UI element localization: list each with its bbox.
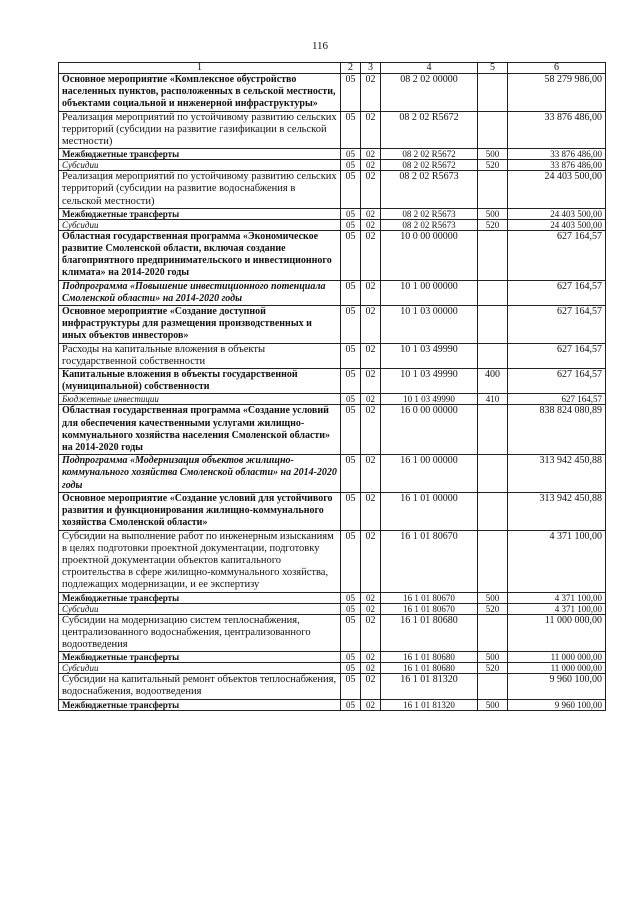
table-row <box>59 149 606 160</box>
row-name-cell: Капитальные вложения в объекты государственной (муниципальной) собственности <box>59 369 341 394</box>
section-code-cell: 05 <box>341 652 361 663</box>
subsection-code-cell: 02 <box>361 343 381 368</box>
section-code-cell: 05 <box>341 592 361 603</box>
subsection-code-cell: 02 <box>361 394 381 405</box>
row-name-cell: Межбюджетные трансферты <box>59 592 341 603</box>
table-row <box>59 111 606 149</box>
amount-cell: 4 371 100,00 <box>508 530 606 592</box>
expense-type-cell <box>478 530 508 592</box>
target-article-cell: 08 2 02 R5672 <box>381 149 478 160</box>
subsection-code-cell: 02 <box>361 230 381 280</box>
table-row <box>59 663 606 674</box>
expense-type-cell: 520 <box>478 663 508 674</box>
expense-type-cell <box>478 111 508 149</box>
amount-cell: 627 164,57 <box>508 394 606 405</box>
amount-cell: 11 000 000,00 <box>508 614 606 652</box>
section-code-cell: 05 <box>341 171 361 209</box>
page-number: 116 <box>311 40 329 52</box>
row-name-cell: Областная государственная программа «Создание условий для обеспечения качественными услугами жилищно-коммунального хозяйства населения Смоленской области» на 2014-2020 годы <box>59 405 341 455</box>
table-row <box>59 230 606 280</box>
table-row <box>59 343 606 368</box>
table-row <box>59 674 606 699</box>
table-row <box>59 208 606 219</box>
section-code-cell: 05 <box>341 369 361 394</box>
table-row <box>59 369 606 394</box>
row-name-cell: Межбюджетные трансферты <box>59 652 341 663</box>
row-name-cell: Основное мероприятие «Комплексное обустройство населенных пунктов, расположенных в сельской местности, объектами социальной и инженерной инфраструктуры» <box>59 74 341 112</box>
section-code-cell: 05 <box>341 208 361 219</box>
column-header: 3 <box>361 63 381 74</box>
row-name-cell: Межбюджетные трансферты <box>59 699 341 710</box>
section-code-cell: 05 <box>341 280 361 305</box>
amount-cell: 58 279 986,00 <box>508 74 606 112</box>
expense-type-cell: 400 <box>478 369 508 394</box>
section-code-cell: 05 <box>341 111 361 149</box>
section-code-cell: 05 <box>341 160 361 171</box>
row-name-cell: Основное мероприятие «Создание условий для устойчивого развития и функционирования жилищно-коммунального хозяйства Смоленской области» <box>59 492 341 530</box>
expense-type-cell: 410 <box>478 394 508 405</box>
amount-cell: 627 164,57 <box>508 369 606 394</box>
expense-type-cell: 520 <box>478 219 508 230</box>
column-header: 2 <box>341 63 361 74</box>
subsection-code-cell: 02 <box>361 306 381 344</box>
amount-cell: 4 371 100,00 <box>508 592 606 603</box>
budget-table <box>58 62 606 711</box>
target-article-cell: 16 1 01 80670 <box>381 530 478 592</box>
amount-cell: 627 164,57 <box>508 230 606 280</box>
expense-type-cell <box>478 306 508 344</box>
amount-cell: 9 960 100,00 <box>508 699 606 710</box>
subsection-code-cell: 02 <box>361 171 381 209</box>
table-row <box>59 405 606 455</box>
target-article-cell: 16 1 01 80670 <box>381 592 478 603</box>
subsection-code-cell: 02 <box>361 149 381 160</box>
section-code-cell: 05 <box>341 306 361 344</box>
target-article-cell: 10 1 03 00000 <box>381 306 478 344</box>
expense-type-cell: 500 <box>478 592 508 603</box>
expense-type-cell: 520 <box>478 160 508 171</box>
table-row <box>59 492 606 530</box>
amount-cell: 627 164,57 <box>508 306 606 344</box>
expense-type-cell: 500 <box>478 149 508 160</box>
table-row <box>59 160 606 171</box>
amount-cell: 33 876 486,00 <box>508 160 606 171</box>
amount-cell: 11 000 000,00 <box>508 652 606 663</box>
amount-cell: 627 164,57 <box>508 343 606 368</box>
table-row <box>59 603 606 614</box>
table-row <box>59 614 606 652</box>
amount-cell: 24 403 500,00 <box>508 208 606 219</box>
target-article-cell: 16 0 00 00000 <box>381 405 478 455</box>
expense-type-cell <box>478 614 508 652</box>
target-article-cell: 16 1 00 00000 <box>381 455 478 493</box>
subsection-code-cell: 02 <box>361 592 381 603</box>
section-code-cell: 05 <box>341 149 361 160</box>
subsection-code-cell: 02 <box>361 208 381 219</box>
expense-type-cell <box>478 343 508 368</box>
target-article-cell: 16 1 01 80680 <box>381 614 478 652</box>
target-article-cell: 08 2 02 R5672 <box>381 160 478 171</box>
expense-type-cell <box>478 492 508 530</box>
row-name-cell: Субсидии на капитальный ремонт объектов теплоснабжения, водоснабжения, водоотведения <box>59 674 341 699</box>
row-name-cell: Подпрограмма «Модернизация объектов жилищно-коммунального хозяйства Смоленской области» на 2014-2020 годы <box>59 455 341 493</box>
target-article-cell: 16 1 01 00000 <box>381 492 478 530</box>
expense-type-cell <box>478 405 508 455</box>
amount-cell: 4 371 100,00 <box>508 603 606 614</box>
subsection-code-cell: 02 <box>361 111 381 149</box>
table-row <box>59 699 606 710</box>
table-row <box>59 455 606 493</box>
expense-type-cell: 520 <box>478 603 508 614</box>
table-row <box>59 74 606 112</box>
row-name-cell: Субсидии на выполнение работ по инженерным изысканиям в целях подготовки проектной документации, подготовку проектной документации объектов капитального строительства в сфере жилищно-коммунального хозяйства, подлежащих модернизации, и ее экспертизу <box>59 530 341 592</box>
column-header: 6 <box>508 63 606 74</box>
section-code-cell: 05 <box>341 230 361 280</box>
section-code-cell: 05 <box>341 663 361 674</box>
target-article-cell: 08 2 02 00000 <box>381 74 478 112</box>
target-article-cell: 08 2 02 R5673 <box>381 171 478 209</box>
subsection-code-cell: 02 <box>361 603 381 614</box>
table-row <box>59 280 606 305</box>
expense-type-cell <box>478 455 508 493</box>
target-article-cell: 10 1 03 49990 <box>381 369 478 394</box>
section-code-cell: 05 <box>341 614 361 652</box>
subsection-code-cell: 02 <box>361 455 381 493</box>
expense-type-cell <box>478 171 508 209</box>
subsection-code-cell: 02 <box>361 280 381 305</box>
target-article-cell: 10 0 00 00000 <box>381 230 478 280</box>
table-row <box>59 306 606 344</box>
table-row <box>59 592 606 603</box>
section-code-cell: 05 <box>341 405 361 455</box>
target-article-cell: 10 1 00 00000 <box>381 280 478 305</box>
expense-type-cell <box>478 230 508 280</box>
subsection-code-cell: 02 <box>361 530 381 592</box>
expense-type-cell: 500 <box>478 652 508 663</box>
amount-cell: 24 403 500,00 <box>508 171 606 209</box>
row-name-cell: Расходы на капитальные вложения в объекты государственной собственности <box>59 343 341 368</box>
subsection-code-cell: 02 <box>361 699 381 710</box>
row-name-cell: Межбюджетные трансферты <box>59 149 341 160</box>
amount-cell: 313 942 450,88 <box>508 492 606 530</box>
amount-cell: 11 000 000,00 <box>508 663 606 674</box>
column-header: 5 <box>478 63 508 74</box>
section-code-cell: 05 <box>341 455 361 493</box>
section-code-cell: 05 <box>341 219 361 230</box>
row-name-cell: Межбюджетные трансферты <box>59 208 341 219</box>
row-name-cell: Подпрограмма «Повышение инвестиционного потенциала Смоленской области» на 2014-2020 годы <box>59 280 341 305</box>
row-name-cell: Основное мероприятие «Создание доступной инфраструктуры для размещения производственных и иных объектов инвесторов» <box>59 306 341 344</box>
expense-type-cell: 500 <box>478 208 508 219</box>
row-name-cell: Субсидии <box>59 663 341 674</box>
amount-cell: 33 876 486,00 <box>508 111 606 149</box>
target-article-cell: 16 1 01 81320 <box>381 699 478 710</box>
header-row <box>59 63 606 74</box>
subsection-code-cell: 02 <box>361 652 381 663</box>
subsection-code-cell: 02 <box>361 674 381 699</box>
row-name-cell: Бюджетные инвестиции <box>59 394 341 405</box>
row-name-cell: Субсидии <box>59 603 341 614</box>
amount-cell: 838 824 080,89 <box>508 405 606 455</box>
amount-cell: 33 876 486,00 <box>508 149 606 160</box>
subsection-code-cell: 02 <box>361 492 381 530</box>
expense-type-cell <box>478 674 508 699</box>
target-article-cell: 10 1 03 49990 <box>381 343 478 368</box>
section-code-cell: 05 <box>341 699 361 710</box>
section-code-cell: 05 <box>341 394 361 405</box>
target-article-cell: 16 1 01 80670 <box>381 603 478 614</box>
subsection-code-cell: 02 <box>361 160 381 171</box>
subsection-code-cell: 02 <box>361 74 381 112</box>
section-code-cell: 05 <box>341 603 361 614</box>
section-code-cell: 05 <box>341 74 361 112</box>
section-code-cell: 05 <box>341 530 361 592</box>
table-row <box>59 219 606 230</box>
target-article-cell: 16 1 01 80680 <box>381 663 478 674</box>
row-name-cell: Субсидии <box>59 219 341 230</box>
subsection-code-cell: 02 <box>361 219 381 230</box>
row-name-cell: Субсидии на модернизацию систем теплоснабжения, централизованного водоснабжения, централизованного водоотведения <box>59 614 341 652</box>
subsection-code-cell: 02 <box>361 369 381 394</box>
amount-cell: 9 960 100,00 <box>508 674 606 699</box>
amount-cell: 627 164,57 <box>508 280 606 305</box>
target-article-cell: 08 2 02 R5673 <box>381 219 478 230</box>
table-row <box>59 171 606 209</box>
amount-cell: 24 403 500,00 <box>508 219 606 230</box>
section-code-cell: 05 <box>341 343 361 368</box>
target-article-cell: 08 2 02 R5673 <box>381 208 478 219</box>
target-article-cell: 16 1 01 81320 <box>381 674 478 699</box>
column-header: 1 <box>59 63 341 74</box>
table-row <box>59 530 606 592</box>
expense-type-cell: 500 <box>478 699 508 710</box>
section-code-cell: 05 <box>341 674 361 699</box>
target-article-cell: 08 2 02 R5672 <box>381 111 478 149</box>
subsection-code-cell: 02 <box>361 405 381 455</box>
table-row <box>59 394 606 405</box>
subsection-code-cell: 02 <box>361 614 381 652</box>
amount-cell: 313 942 450,88 <box>508 455 606 493</box>
row-name-cell: Реализация мероприятий по устойчивому развитию сельских территорий (субсидии на развитие водоснабжения в сельской местности) <box>59 171 341 209</box>
table-row <box>59 652 606 663</box>
section-code-cell: 05 <box>341 492 361 530</box>
row-name-cell: Субсидии <box>59 160 341 171</box>
subsection-code-cell: 02 <box>361 663 381 674</box>
expense-type-cell <box>478 280 508 305</box>
expense-type-cell <box>478 74 508 112</box>
target-article-cell: 16 1 01 80680 <box>381 652 478 663</box>
row-name-cell: Реализация мероприятий по устойчивому развитию сельских территорий (субсидии на развитие газификации в сельской местности) <box>59 111 341 149</box>
column-header: 4 <box>381 63 478 74</box>
target-article-cell: 10 1 03 49990 <box>381 394 478 405</box>
row-name-cell: Областная государственная программа «Экономическое развитие Смоленской области, включая создание благоприятного предпринимательского и инвестиционного климата» на 2014-2020 годы <box>59 230 341 280</box>
